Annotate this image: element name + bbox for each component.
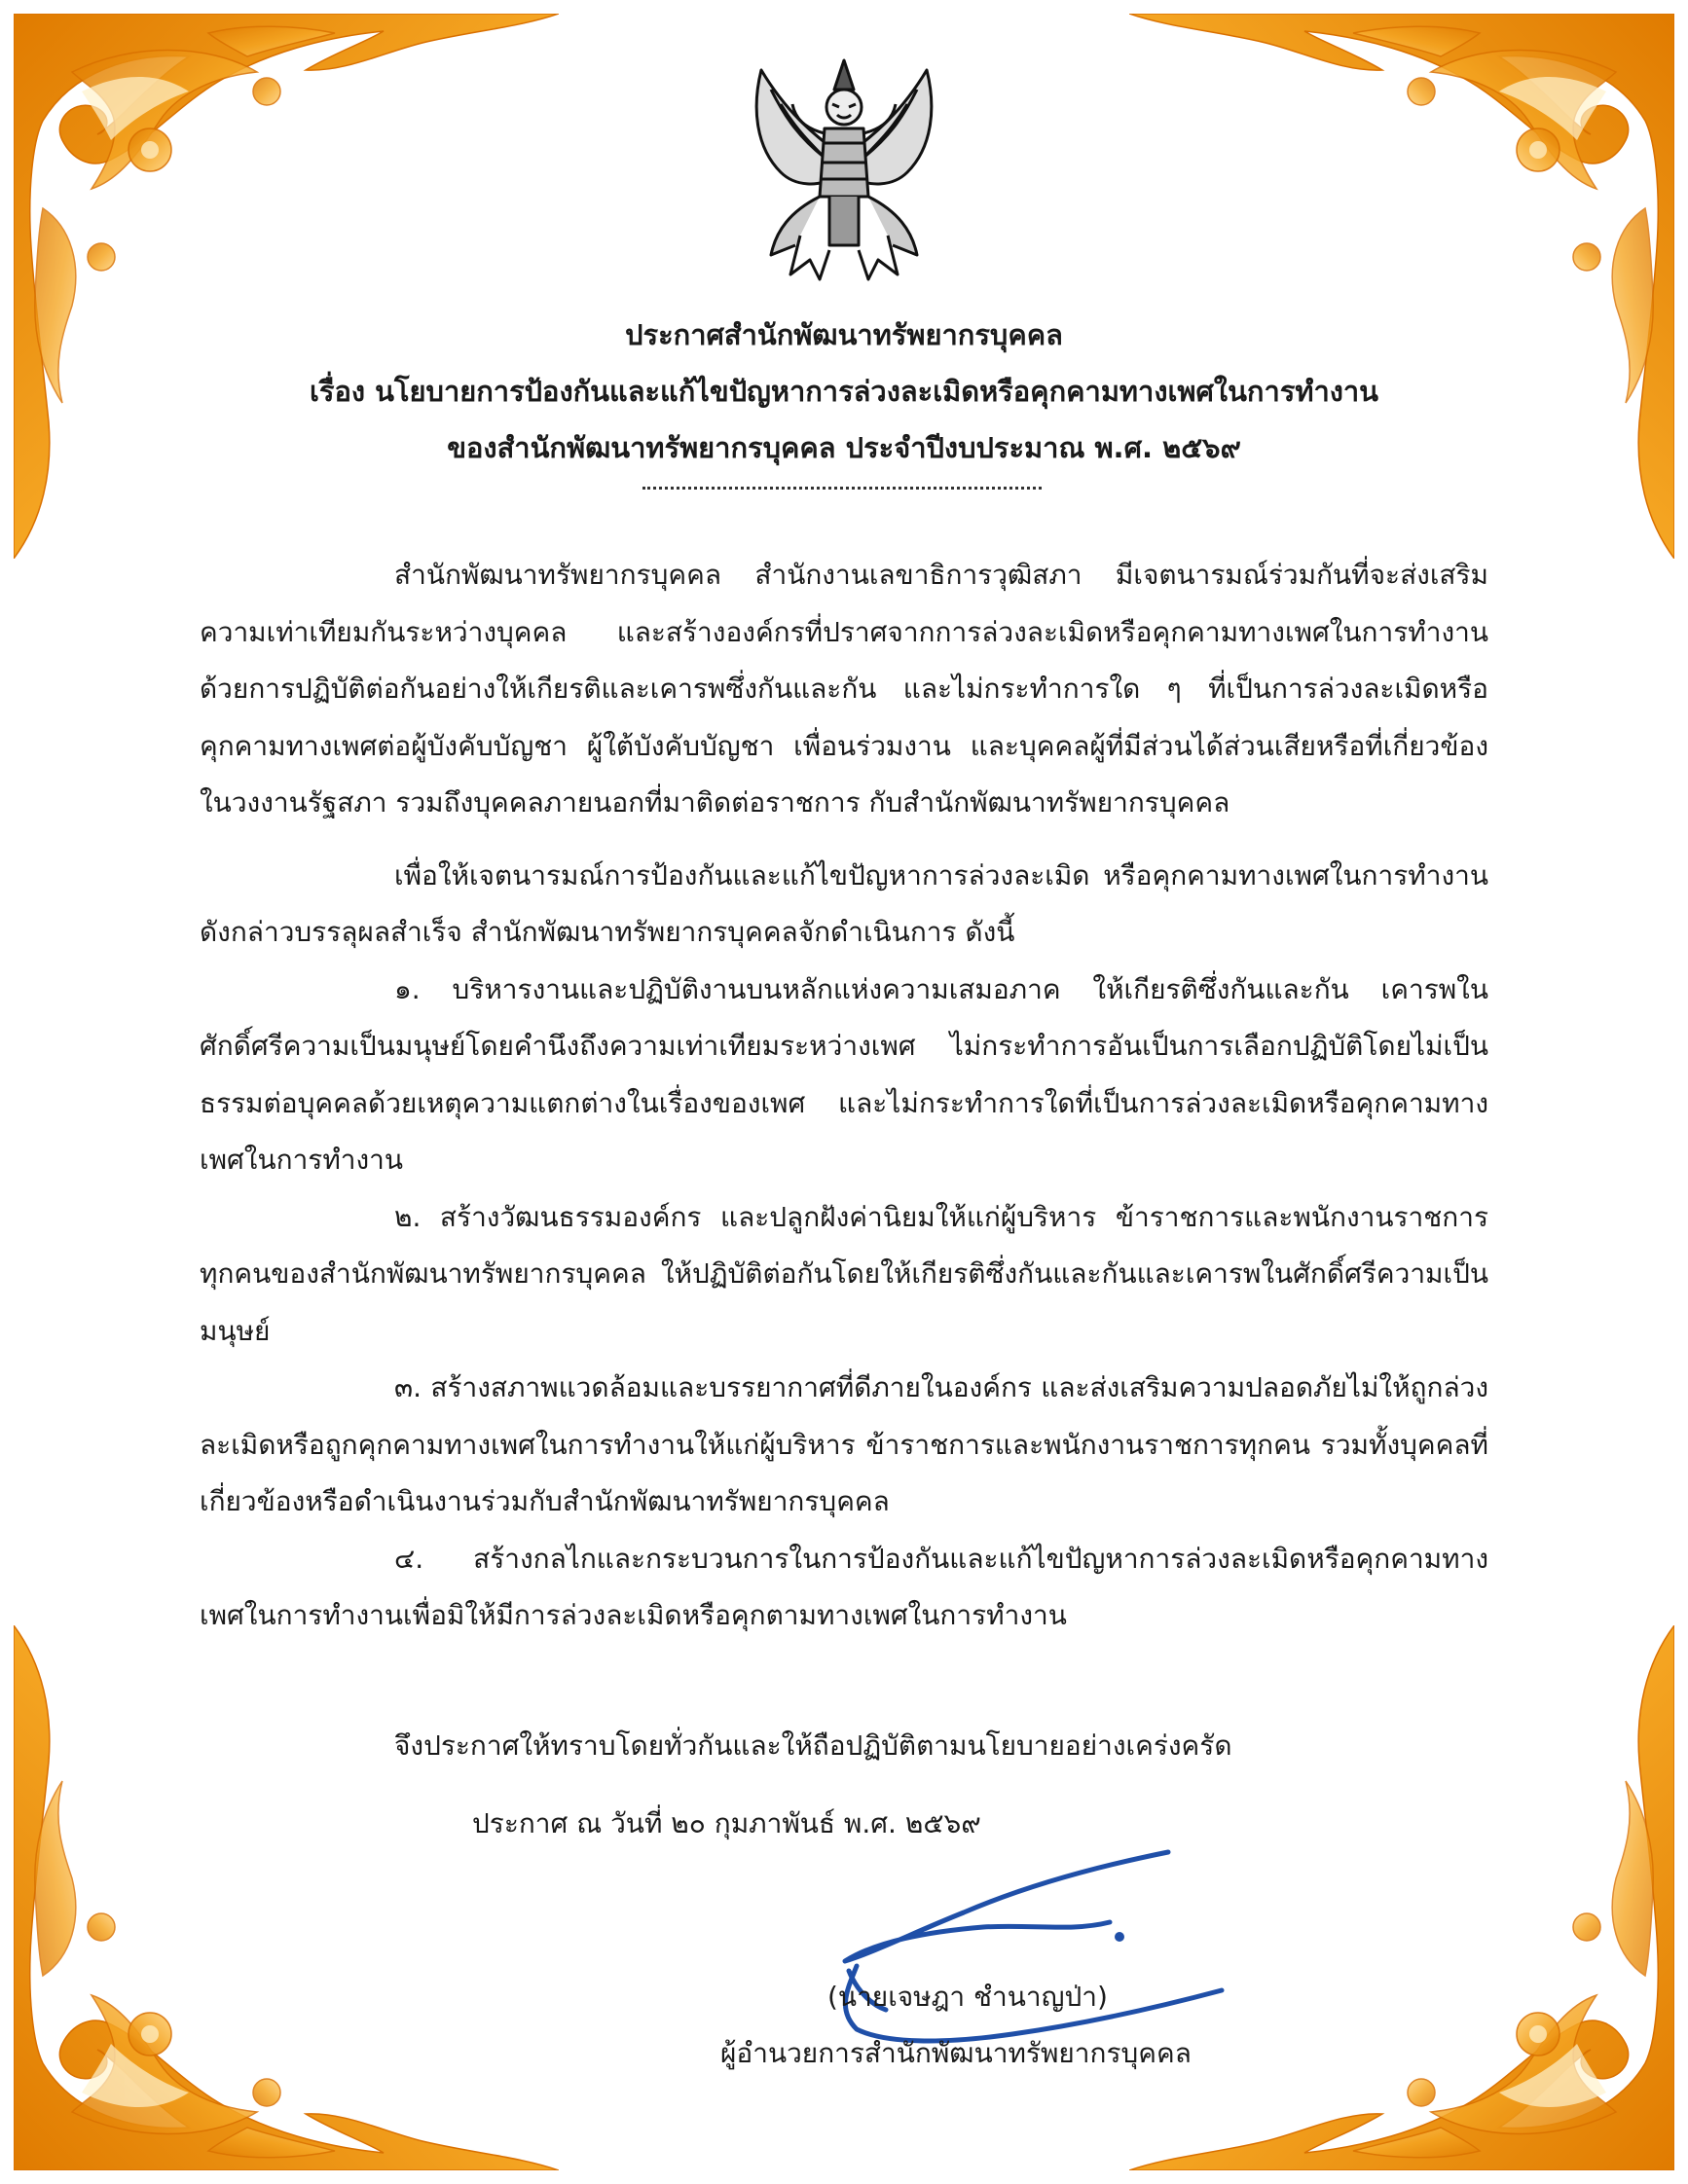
announcement-body xyxy=(200,547,1488,1645)
announcement-title xyxy=(175,307,1513,476)
policy-item-1: ๑. บริหารงานและปฏิบัติงานบนหลักแห่งความเสมอภาค ให้เกียรติซึ่งกันและกัน เคารพในศักดิ์ศรีความเป็นมนุษย์โดยคำนึงถึงความเท่าเทียมระหว่างเพศ ไม่กระทำการอันเป็นการเลือกปฏิบัติโดยไม่เป็นธรรมต่อบุคคลด้วยเหตุความแตกต่างในเรื่องของเพศ และไม่กระทำการใดที่เป็นการล่วงละเมิดหรือคุกคามทางเพศในการทำงาน xyxy=(200,972,1488,1176)
title-line-2: เรื่อง นโยบายการป้องกันและแก้ไขปัญหาการล่วงละเมิดหรือคุกคามทางเพศในการทำงาน xyxy=(309,375,1379,408)
corner-ornament-top-left xyxy=(14,14,559,559)
closing-statement: จึงประกาศให้ทราบโดยทั่วกันและให้ถือปฏิบัติตามนโยบายอย่างเคร่งครัด xyxy=(394,1729,1232,1762)
corner-ornament-bottom-left xyxy=(14,1625,559,2170)
garuda-emblem-icon xyxy=(732,51,956,289)
title-line-3: ของสำนักพัฒนาทรัพยากรบุคคล ประจำปีงบประมาณ พ.ศ. ๒๕๖๙ xyxy=(447,431,1241,464)
policy-item-4: ๔. สร้างกลไกและกระบวนการในการป้องกันและแก้ไขปัญหาการล่วงละเมิดหรือคุกคามทางเพศในการทำงานเพื่อมิให้มีการล่วงละเมิดหรือคุกตามทางเพศในการทำงาน xyxy=(200,1542,1488,1631)
corner-ornament-top-right xyxy=(1129,14,1674,559)
title-line-1: ประกาศสำนักพัฒนาทรัพยากรบุคคล xyxy=(625,318,1063,351)
paragraph-purpose: เพื่อให้เจตนารมณ์การป้องกันและแก้ไขปัญหาการล่วงละเมิด หรือคุกคามทางเพศในการทำงานดังกล่าวบรรลุผลสำเร็จ สำนักพัฒนาทรัพยากรบุคคลจักดำเนินการ ดังนี้ xyxy=(200,858,1488,948)
announcement-date: ประกาศ ณ วันที่ ๒๐ กุมภาพันธ์ พ.ศ. ๒๕๖๙ xyxy=(472,1807,981,1839)
signatory-name: (นายเจษฎา ชำนาญป่า) xyxy=(827,1981,1108,2013)
paragraph-intent: สำนักพัฒนาทรัพยากรบุคคล สำนักงานเลขาธิการวุฒิสภา มีเจตนารมณ์ร่วมกันที่จะส่งเสริมความเท่าเทียมกันระหว่างบุคคล และสร้างองค์กรที่ปราศจากการล่วงละเมิดหรือคุกคามทางเพศในการทำงาน ด้วยการปฏิบัติต่อกันอย่างให้เกียรติและเคารพซึ่งกันและกัน และไม่กระทำการใด ๆ ที่เป็นการล่วงละเมิดหรือคุกคามทางเพศต่อผู้บังคับบัญชา ผู้ใต้บังคับบัญชา เพื่อนร่วมงาน และบุคคลผู้ที่มีส่วนได้ส่วนเสียหรือที่เกี่ยวข้องในวงงานรัฐสภา รวมถึงบุคคลภายนอกที่มาติดต่อราชการ กับสำนักพัฒนาทรัพยากรบุคคล xyxy=(200,559,1488,819)
title-divider xyxy=(642,487,1042,490)
policy-item-2: ๒. สร้างวัฒนธรรมองค์กร และปลูกฝังค่านิยมให้แก่ผู้บริหาร ข้าราชการและพนักงานราชการทุกคนของสำนักพัฒนาทรัพยากรบุคคล ให้ปฏิบัติต่อกันโดยให้เกียรติซึ่งกันและกันและเคารพในศักดิ์ศรีความเป็นมนุษย์ xyxy=(200,1200,1488,1347)
signatory-position: ผู้อำนวยการสำนักพัฒนาทรัพยากรบุคคล xyxy=(720,2037,1192,2069)
policy-item-3: ๓. สร้างสภาพแวดล้อมและบรรยากาศที่ดีภายในองค์กร และส่งเสริมความปลอดภัยไม่ให้ถูกล่วงละเมิดหรือถูกคุกคามทางเพศในการทำงานให้แก่ผู้บริหาร ข้าราชการและพนักงานราชการทุกคน รวมทั้งบุคคลที่เกี่ยวข้องหรือดำเนินงานร่วมกับสำนักพัฒนาทรัพยากรบุคคล xyxy=(200,1371,1488,1517)
